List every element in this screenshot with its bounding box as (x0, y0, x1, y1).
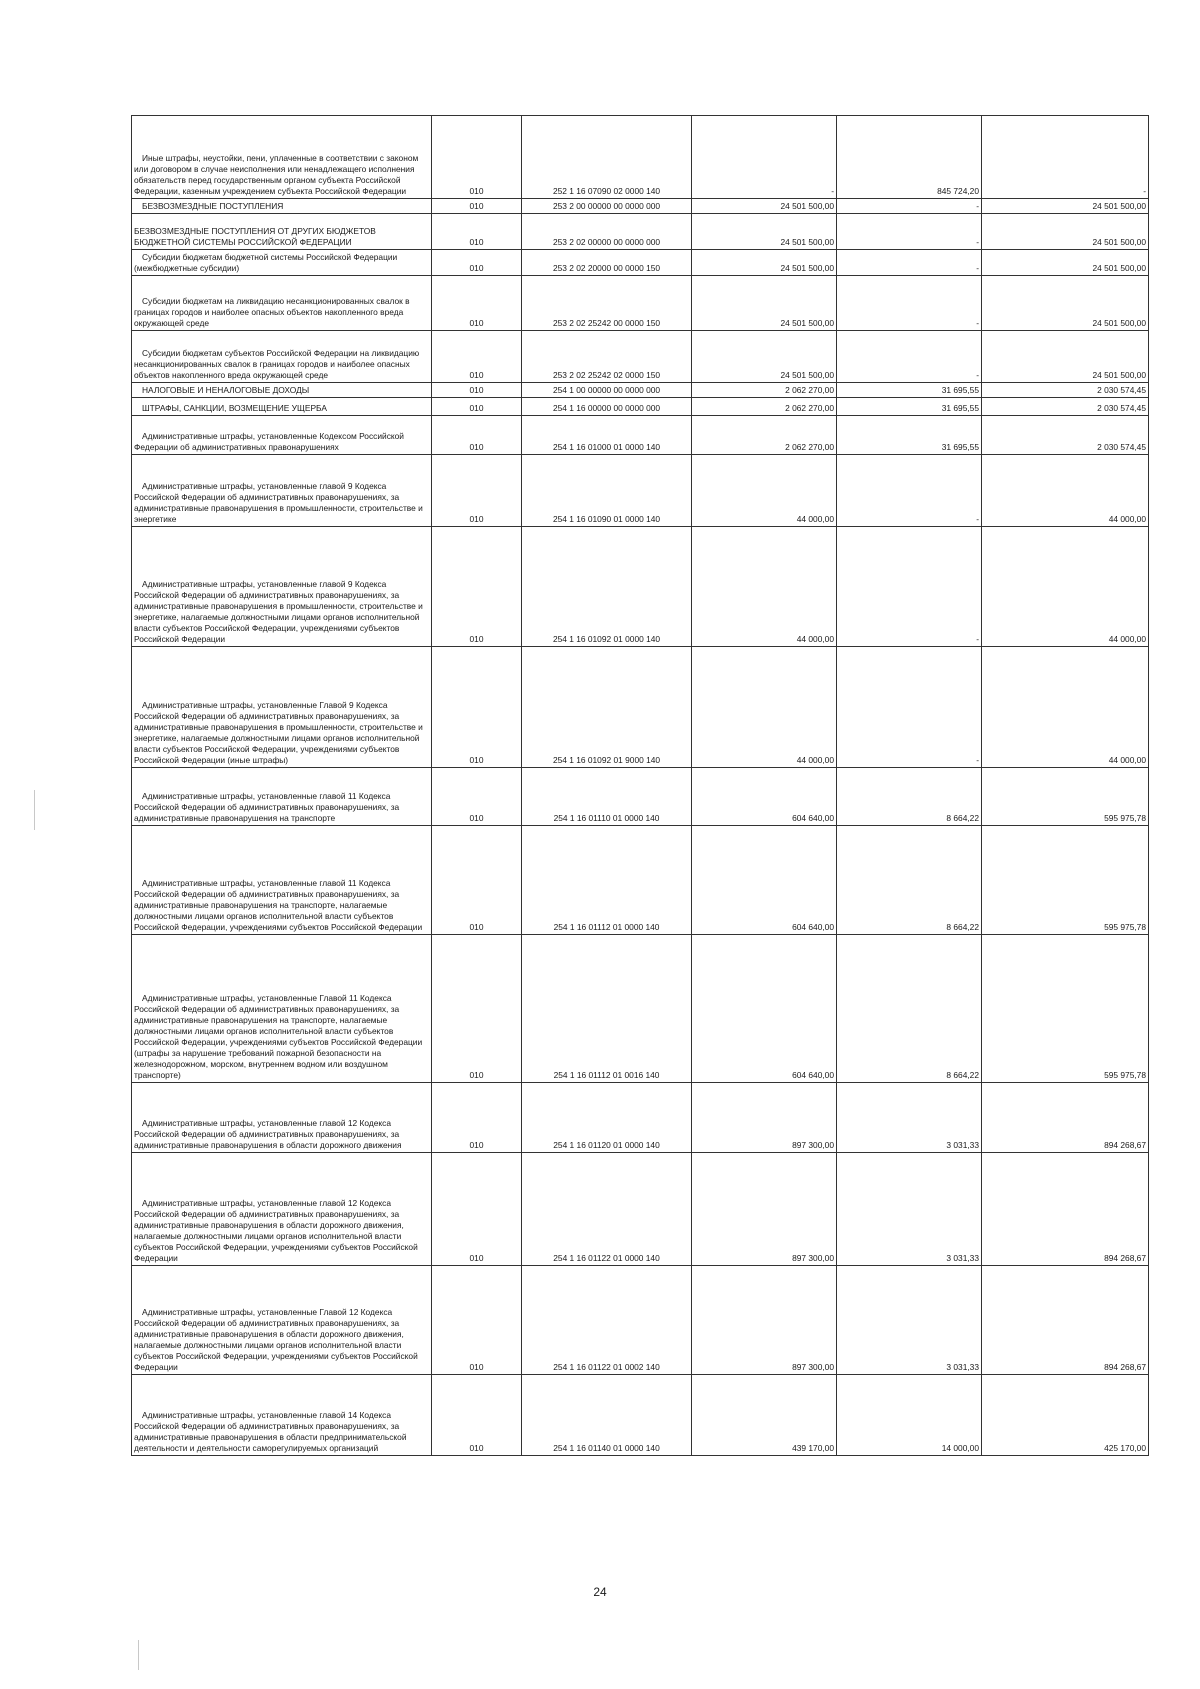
row-budget-code: 253 2 02 20000 00 0000 150 (522, 250, 692, 276)
row-approved: 2 062 270,00 (692, 398, 837, 416)
row-budget-code: 254 1 16 01112 01 0016 140 (522, 935, 692, 1083)
row-name: Административные штрафы, установленные Кодексом Российской Федерации об административных правонарушениях (132, 416, 432, 455)
row-budget-code: 254 1 16 01092 01 0000 140 (522, 527, 692, 647)
row-approved: 24 501 500,00 (692, 276, 837, 331)
row-unexecuted: 894 268,67 (982, 1083, 1149, 1153)
row-name: Административные штрафы, установленные главой 14 Кодекса Российской Федерации об административных правонарушениях, за административные правонарушения в области предпринимательской деятельности и деятельности саморегулируемых организаций (132, 1375, 432, 1456)
row-name: Административные штрафы, установленные Главой 12 Кодекса Российской Федерации об административных правонарушениях, за административные правонарушения в области дорожного движения, налагаемые должностными лицами органов исполнительной власти субъектов Российской Федерации, учреждениями субъектов Российской Федерации (132, 1266, 432, 1375)
row-executed: - (837, 527, 982, 647)
row-line-code: 010 (432, 250, 522, 276)
row-executed: 3 031,33 (837, 1083, 982, 1153)
row-executed: 8 664,22 (837, 826, 982, 935)
row-budget-code: 254 1 16 01120 01 0000 140 (522, 1083, 692, 1153)
row-executed: 14 000,00 (837, 1375, 982, 1456)
row-name: Субсидии бюджетам на ликвидацию несанкционированных свалок в границах городов и наиболее опасных объектов накопленного вреда окружающей среде (132, 276, 432, 331)
table-row (132, 1266, 1149, 1375)
row-unexecuted: 595 975,78 (982, 768, 1149, 826)
row-line-code: 010 (432, 455, 522, 527)
row-approved: 24 501 500,00 (692, 331, 837, 383)
row-line-code: 010 (432, 527, 522, 647)
row-approved: 44 000,00 (692, 455, 837, 527)
row-name: Административные штрафы, установленные главой 12 Кодекса Российской Федерации об административных правонарушениях, за административные правонарушения в области дорожного движения, налагаемые должностными лицами органов исполнительной власти субъектов Российской Федерации, учреждениями субъектов Российской Федерации (132, 1153, 432, 1266)
row-name: Административные штрафы, установленные главой 9 Кодекса Российской Федерации об административных правонарушениях, за административные правонарушения в промышленности, строительстве и энергетике, налагаемые должностными лицами органов исполнительной власти субъектов Российской Федерации, учреждениями субъектов Российской Федерации (132, 527, 432, 647)
row-name: Административные штрафы, установленные Главой 9 Кодекса Российской Федерации об административных правонарушениях, за административные правонарушения в промышленности, строительстве и энергетике, налагаемые должностными лицами органов исполнительной власти субъектов Российской Федерации, учреждениями субъектов Российской Федерации (иные штрафы) (132, 647, 432, 768)
row-line-code: 010 (432, 935, 522, 1083)
row-budget-code: 253 2 02 25242 00 0000 150 (522, 276, 692, 331)
table-row (132, 331, 1149, 383)
row-approved: 897 300,00 (692, 1266, 837, 1375)
row-unexecuted: 595 975,78 (982, 935, 1149, 1083)
table-row (132, 455, 1149, 527)
row-approved: 44 000,00 (692, 527, 837, 647)
row-approved: 24 501 500,00 (692, 214, 837, 250)
row-name: Иные штрафы, неустойки, пени, уплаченные в соответствии с законом или договором в случае неисполнения или ненадлежащего исполнения обязательств перед государственным органом субъекта Российской Федерации, казенным учреждением субъекта Российской Федерации (132, 116, 432, 199)
row-executed: 31 695,55 (837, 383, 982, 398)
row-budget-code: 253 2 02 00000 00 0000 000 (522, 214, 692, 250)
row-budget-code: 254 1 16 01090 01 0000 140 (522, 455, 692, 527)
row-executed: - (837, 647, 982, 768)
table-row (132, 116, 1149, 199)
table-row (132, 416, 1149, 455)
row-name: Административные штрафы, установленные главой 11 Кодекса Российской Федерации об административных правонарушениях, за административные правонарушения на транспорте, налагаемые должностными лицами органов исполнительной власти субъектов Российской Федерации, учреждениями субъектов Российской Федерации (132, 826, 432, 935)
row-budget-code: 253 2 00 00000 00 0000 000 (522, 199, 692, 214)
row-budget-code: 254 1 00 00000 00 0000 000 (522, 383, 692, 398)
income-table (131, 115, 1149, 1456)
row-line-code: 010 (432, 1375, 522, 1456)
row-unexecuted: 44 000,00 (982, 455, 1149, 527)
row-line-code: 010 (432, 647, 522, 768)
row-name: Административные штрафы, установленные главой 12 Кодекса Российской Федерации об административных правонарушениях, за административные правонарушения в области дорожного движения (132, 1083, 432, 1153)
row-unexecuted: 24 501 500,00 (982, 199, 1149, 214)
table-row (132, 1153, 1149, 1266)
row-budget-code: 254 1 16 01000 01 0000 140 (522, 416, 692, 455)
row-line-code: 010 (432, 768, 522, 826)
row-budget-code: 254 1 16 01110 01 0000 140 (522, 768, 692, 826)
row-unexecuted: 894 268,67 (982, 1153, 1149, 1266)
table-row (132, 1375, 1149, 1456)
table-row (132, 383, 1149, 398)
row-line-code: 010 (432, 1153, 522, 1266)
row-name: ШТРАФЫ, САНКЦИИ, ВОЗМЕЩЕНИЕ УЩЕРБА (132, 398, 432, 416)
row-executed: 31 695,55 (837, 416, 982, 455)
row-line-code: 010 (432, 416, 522, 455)
row-budget-code: 254 1 16 00000 00 0000 000 (522, 398, 692, 416)
row-approved: 604 640,00 (692, 768, 837, 826)
row-executed: 8 664,22 (837, 768, 982, 826)
table-row (132, 214, 1149, 250)
row-executed: - (837, 214, 982, 250)
table-row (132, 647, 1149, 768)
row-name: Субсидии бюджетам бюджетной системы Российской Федерации (межбюджетные субсидии) (132, 250, 432, 276)
row-unexecuted: 894 268,67 (982, 1266, 1149, 1375)
row-executed: - (837, 276, 982, 331)
row-unexecuted: 24 501 500,00 (982, 250, 1149, 276)
row-budget-code: 254 1 16 01122 01 0002 140 (522, 1266, 692, 1375)
row-unexecuted: 425 170,00 (982, 1375, 1149, 1456)
row-name: Административные штрафы, установленные Главой 11 Кодекса Российской Федерации об административных правонарушениях, за административные правонарушения на транспорте, налагаемые должностными лицами органов исполнительной власти субъектов Российской Федерации, учреждениями субъектов Российской Федерации (штрафы за нарушение требований пожарной безопасности на железнодорожном, морском, внутреннем водном или воздушном транспорте) (132, 935, 432, 1083)
row-line-code: 010 (432, 331, 522, 383)
row-line-code: 010 (432, 398, 522, 416)
row-line-code: 010 (432, 383, 522, 398)
row-line-code: 010 (432, 116, 522, 199)
income-table-body (132, 116, 1149, 1456)
row-budget-code: 254 1 16 01112 01 0000 140 (522, 826, 692, 935)
table-row (132, 768, 1149, 826)
row-budget-code: 254 1 16 01140 01 0000 140 (522, 1375, 692, 1456)
row-name: Субсидии бюджетам субъектов Российской Федерации на ликвидацию несанкционированных свалок в границах городов и наиболее опасных объектов накопленного вреда окружающей среде (132, 331, 432, 383)
row-unexecuted: 24 501 500,00 (982, 331, 1149, 383)
scan-artifact (34, 790, 35, 830)
row-approved: 2 062 270,00 (692, 383, 837, 398)
table-row (132, 826, 1149, 935)
table-row (132, 250, 1149, 276)
row-unexecuted: 44 000,00 (982, 647, 1149, 768)
row-unexecuted: 24 501 500,00 (982, 214, 1149, 250)
row-name: БЕЗВОЗМЕЗДНЫЕ ПОСТУПЛЕНИЯ (132, 199, 432, 214)
row-budget-code: 254 1 16 01092 01 9000 140 (522, 647, 692, 768)
table-row (132, 398, 1149, 416)
row-name: НАЛОГОВЫЕ И НЕНАЛОГОВЫЕ ДОХОДЫ (132, 383, 432, 398)
row-executed: - (837, 250, 982, 276)
row-approved: 604 640,00 (692, 826, 837, 935)
row-approved: 439 170,00 (692, 1375, 837, 1456)
row-line-code: 010 (432, 214, 522, 250)
row-approved: 44 000,00 (692, 647, 837, 768)
row-approved: 604 640,00 (692, 935, 837, 1083)
row-executed: 845 724,20 (837, 116, 982, 199)
row-unexecuted: 24 501 500,00 (982, 276, 1149, 331)
row-line-code: 010 (432, 826, 522, 935)
row-unexecuted: - (982, 116, 1149, 199)
row-executed: - (837, 331, 982, 383)
row-name: Административные штрафы, установленные главой 11 Кодекса Российской Федерации об административных правонарушениях, за административные правонарушения на транспорте (132, 768, 432, 826)
row-approved: 2 062 270,00 (692, 416, 837, 455)
row-executed: 3 031,33 (837, 1153, 982, 1266)
row-budget-code: 252 1 16 07090 02 0000 140 (522, 116, 692, 199)
row-line-code: 010 (432, 276, 522, 331)
row-line-code: 010 (432, 199, 522, 214)
page-number: 24 (593, 1585, 607, 1599)
row-executed: 31 695,55 (837, 398, 982, 416)
table-row (132, 199, 1149, 214)
row-executed: - (837, 455, 982, 527)
row-unexecuted: 44 000,00 (982, 527, 1149, 647)
table-row (132, 1083, 1149, 1153)
row-name: БЕЗВОЗМЕЗДНЫЕ ПОСТУПЛЕНИЯ ОТ ДРУГИХ БЮДЖЕТОВ БЮДЖЕТНОЙ СИСТЕМЫ РОССИЙСКОЙ ФЕДЕРАЦИИ (132, 214, 432, 250)
row-unexecuted: 2 030 574,45 (982, 383, 1149, 398)
row-unexecuted: 2 030 574,45 (982, 398, 1149, 416)
row-unexecuted: 595 975,78 (982, 826, 1149, 935)
row-executed: 8 664,22 (837, 935, 982, 1083)
table-row (132, 276, 1149, 331)
row-line-code: 010 (432, 1083, 522, 1153)
row-line-code: 010 (432, 1266, 522, 1375)
row-approved: 24 501 500,00 (692, 250, 837, 276)
row-approved: 24 501 500,00 (692, 199, 837, 214)
row-approved: 897 300,00 (692, 1083, 837, 1153)
row-executed: 3 031,33 (837, 1266, 982, 1375)
scan-artifact (138, 1640, 139, 1670)
row-unexecuted: 2 030 574,45 (982, 416, 1149, 455)
row-executed: - (837, 199, 982, 214)
row-approved: - (692, 116, 837, 199)
table-row (132, 935, 1149, 1083)
row-approved: 897 300,00 (692, 1153, 837, 1266)
row-budget-code: 254 1 16 01122 01 0000 140 (522, 1153, 692, 1266)
row-budget-code: 253 2 02 25242 02 0000 150 (522, 331, 692, 383)
row-name: Административные штрафы, установленные главой 9 Кодекса Российской Федерации об административных правонарушениях, за административные правонарушения в промышленности, строительстве и энергетике (132, 455, 432, 527)
table-row (132, 527, 1149, 647)
